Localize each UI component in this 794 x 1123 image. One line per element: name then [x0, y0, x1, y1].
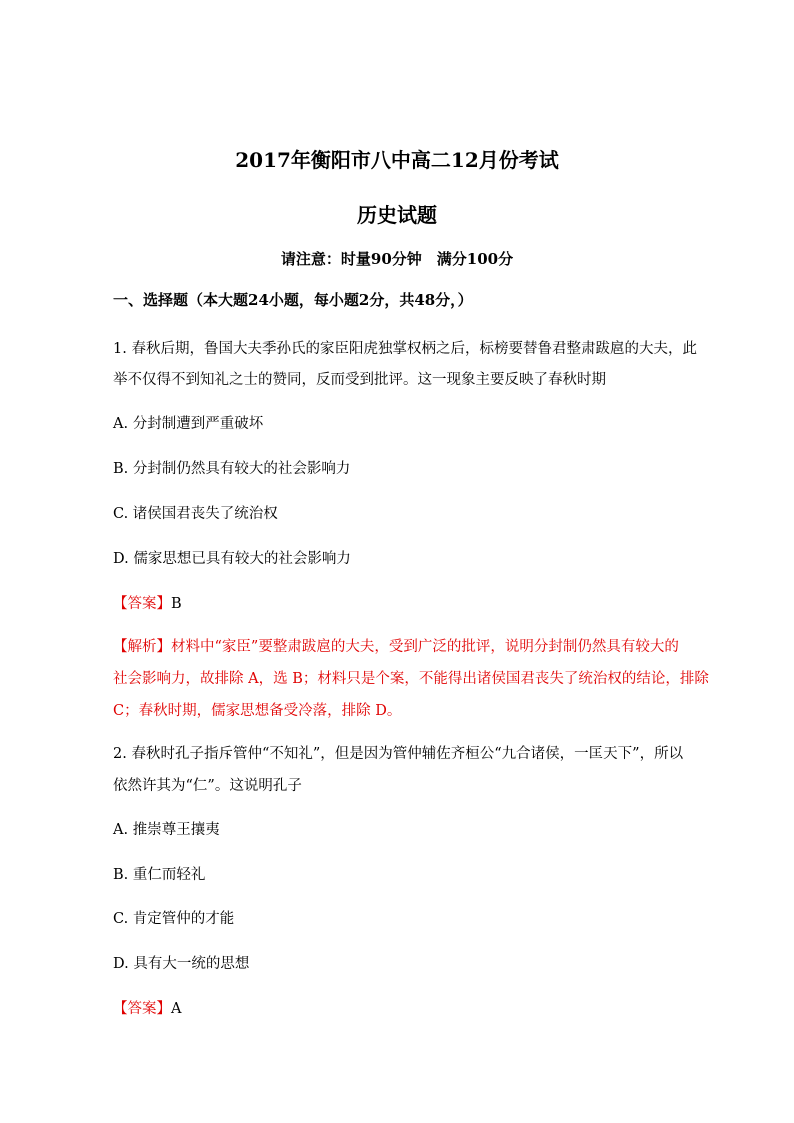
- question-1-option-a: A. 分封制遭到严重破坏: [113, 416, 264, 432]
- answer-label: 【答案】: [113, 1001, 171, 1017]
- exam-title: 2017年衡阳市八中高二12月份考试: [235, 148, 559, 172]
- question-1-option-c: C. 诸侯国君丧失了统治权: [113, 506, 278, 522]
- question-2-stem-line-1: 2. 春秋时孔子指斥管仲“不知礼”，但是因为管仲辅佐齐桓公“九合诸侯，一匡天下”，所以: [113, 746, 684, 762]
- exam-notice: 请注意：时量90分钟 满分100分: [280, 250, 514, 268]
- question-1-answer: [113, 594, 182, 614]
- question-1-stem-line-1: 1. 春秋后期，鲁国大夫季孙氏的家臣阳虎独掌权柄之后，标榜要替鲁君整肃跋扈的大夫，此: [113, 341, 697, 357]
- question-2-option-c: C. 肯定管仲的才能: [113, 911, 235, 927]
- answer-value: A: [171, 1001, 182, 1017]
- question-2-answer: [113, 999, 181, 1019]
- question-1-analysis-line-1: 【解析】材料中“家臣”要整肃跋扈的大夫，受到广泛的批评，说明分封制仍然具有较大的: [113, 639, 679, 655]
- answer-value: B: [171, 596, 182, 612]
- section-heading: 一、选择题（本大题24小题，每小题2分，共48分，）: [113, 291, 473, 309]
- question-2-option-d: D. 具有大一统的思想: [113, 956, 250, 972]
- question-1-option-b: B. 分封制仍然具有较大的社会影响力: [113, 461, 351, 477]
- question-2-option-b: B. 重仁而轻礼: [113, 867, 206, 883]
- question-1-analysis-line-2: 社会影响力，故排除 A，选 B；材料只是个案，不能得出诸侯国君丧失了统治权的结论，排除: [113, 671, 709, 687]
- question-1-stem-line-2: 举不仅得不到知礼之士的赞同，反而受到批评。这一现象主要反映了春秋时期: [113, 372, 606, 388]
- question-1-analysis-line-3: C；春秋时期，儒家思想备受冷落，排除 D。: [113, 703, 402, 719]
- question-2-stem-line-2: 依然许其为“仁”。这说明孔子: [113, 778, 302, 794]
- subject-title: 历史试题: [357, 203, 437, 227]
- question-1-option-d: D. 儒家思想已具有较大的社会影响力: [113, 551, 351, 567]
- answer-label: 【答案】: [113, 596, 171, 612]
- question-2-option-a: A. 推崇尊王攘夷: [113, 822, 220, 838]
